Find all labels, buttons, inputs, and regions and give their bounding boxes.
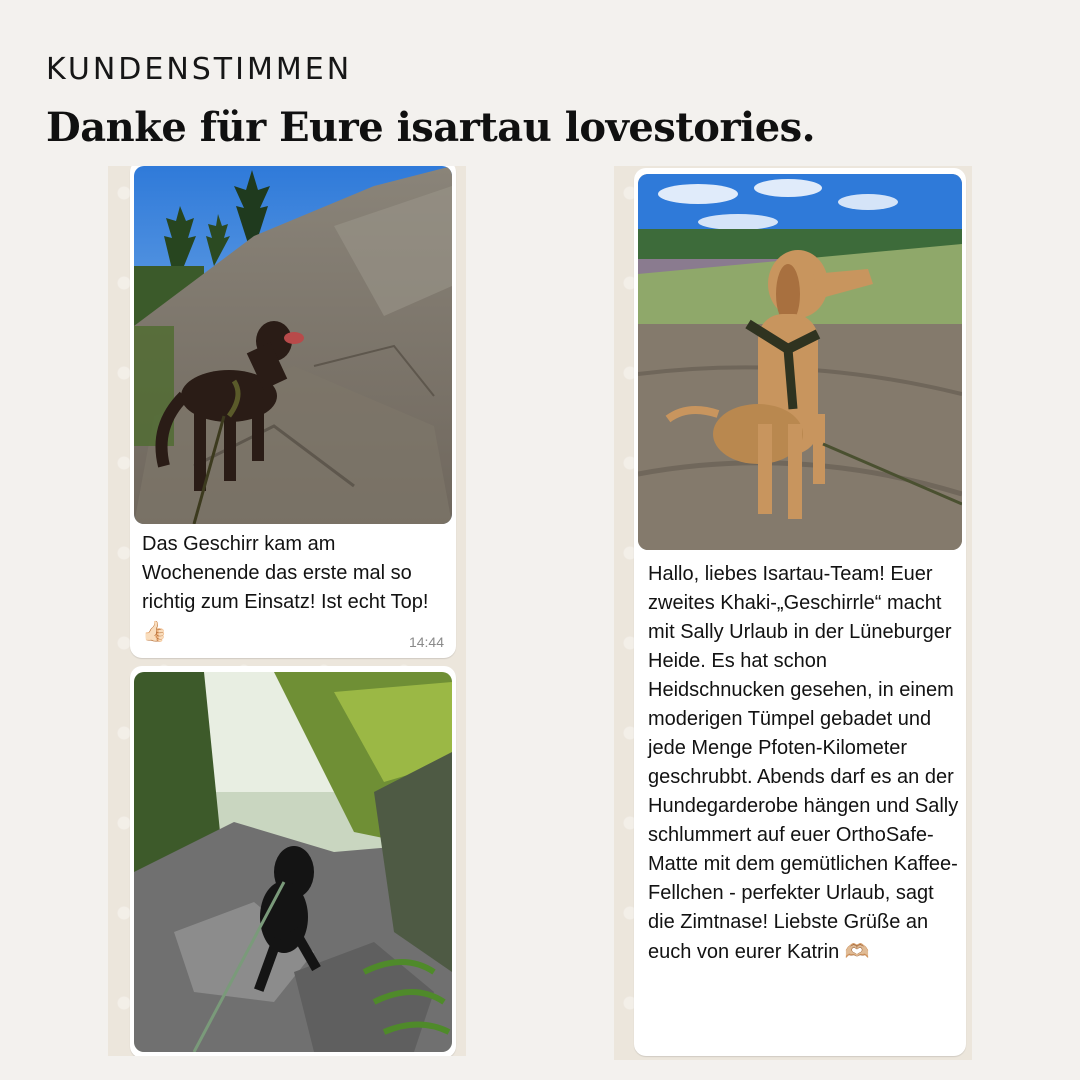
message-bubble: [634, 168, 966, 1056]
chat-screenshot-left: [108, 166, 466, 1056]
page-headline: Danke für Eure isartau lovestories.: [46, 104, 816, 151]
hound-heath-photo: [638, 174, 962, 550]
message-timestamp: 14:44: [408, 634, 444, 650]
message-bubble: [130, 666, 456, 1056]
hound-photo-illustration: [638, 174, 962, 550]
thumbs-up-icon: 👍🏻: [142, 619, 167, 643]
labrador-photo-illustration: [134, 166, 452, 524]
forest-photo-illustration: [134, 672, 452, 1052]
heart-hands-icon: 🫶🏼: [844, 939, 870, 963]
forest-trail-photo: [134, 672, 452, 1052]
labrador-mountain-photo: [134, 166, 452, 524]
chat-screenshot-right: [614, 166, 972, 1060]
section-eyebrow: KUNDENSTIMMEN: [46, 52, 353, 87]
message-bubble: [130, 166, 456, 658]
message-text: Hallo, liebes Isartau-Team! Euer zweites Khaki-„Geschirrle“ macht mit Sally Urlaub in der Lüneburger Heide. Es hat schon Heidschnucken gesehen, in einem moderigen Tümpel gebadet und jede Menge Pfoten-Kilometer geschrubbt. Abends darf es an der Hundegarderobe hängen und Sally schlummert auf euer OrthoSafe-Matte mit dem gemütlichen Kaffee-Fellchen - perfekter Urlaub, sagt die Zimtnase! Liebste Grüße an euch von eurer Katrin 🫶🏼: [648, 563, 959, 963]
message-text: Das Geschirr kam am Wochenende das erste mal so richtig zum Einsatz! Ist echt Top!👍🏻: [142, 533, 429, 643]
